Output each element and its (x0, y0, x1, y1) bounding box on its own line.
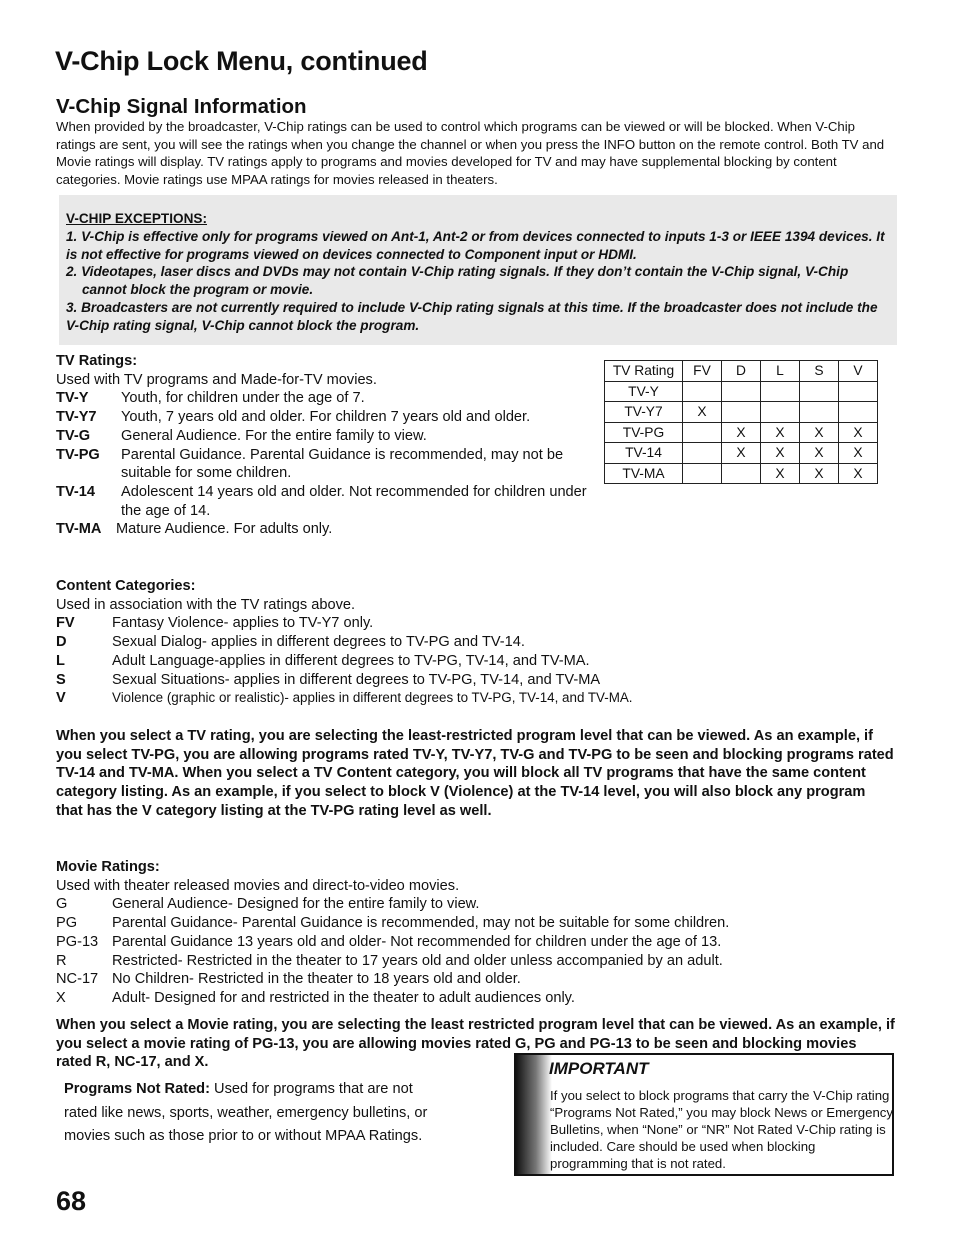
table-cell (800, 402, 839, 423)
category-row (56, 614, 896, 633)
movie-rating-row (56, 952, 896, 971)
table-cell: X (800, 422, 839, 443)
tv-rating-row (56, 427, 601, 446)
category-desc: Sexual Situations- applies in different degrees to TV-PG, TV-14, and TV-MA (112, 671, 601, 688)
intro-paragraph: When provided by the broadcaster, V-Chip ratings can be used to control which programs can be viewed or will be blocked. When V-Chip ratings are sent, you will see the ratings when you change the channel or when you press the INFO button on the remote control. Both TV and Movie ratings will display. TV ratings apply to programs and movies developed for TV and may have supplemental blocking by content categories. Movie ratings use MPAA ratings for movies released in theaters. (56, 119, 885, 187)
tv-rating-note: When you select a TV rating, you are selecting the least-restricted program level that can be viewed. As an example, if you select TV-PG, you are allowing programs rated TV-Y, TV-Y7, TV-G and TV-PG to be seen and blocking programs rated TV-14 and TV-MA. When you select a TV Content category, you will block all TV programs that have the same content category listing. As an example, if you select to block V (Violence) at the TV-14 level, you will also block any program that has the V category listing at the TV-PG rating level as well. (56, 728, 894, 819)
table-cell: X (722, 443, 761, 464)
not-rated-label: Programs Not Rated: (64, 1081, 210, 1097)
content-categories-intro: Used in association with the TV ratings above. (56, 596, 356, 613)
tv-ratings-heading: TV Ratings: (56, 353, 138, 369)
table-cell: TV-Y (605, 381, 683, 402)
movie-rating-row (56, 933, 896, 952)
rating-desc: Parental Guidance- Parental Guidance is recommended, may not be suitable for some children. (112, 915, 730, 932)
table-header-cell: V (839, 361, 878, 382)
rating-code: X (56, 989, 66, 1006)
table-cell: X (800, 443, 839, 464)
category-desc: Adult Language-applies in different degrees to TV-PG, TV-14, and TV-MA. (112, 652, 590, 669)
table-cell: TV-MA (605, 463, 683, 484)
category-desc: Sexual Dialog- applies in different degrees to TV-PG and TV-14. (112, 634, 525, 651)
not-rated-text: Used for programs that are not rated like news, sports, weather, emergency bulletins, or movies such as those prior to or without MPAA Ratings. (64, 1081, 428, 1144)
rating-code: TV-G (56, 427, 91, 444)
exception-item: 2. Videotapes, laser discs and DVDs may not contain V-Chip rating signals. If they don’t contain the V-Chip signal, V-Chip cannot block the program or movie. (66, 264, 849, 298)
exception-item: 3. Broadcasters are not currently required to include V-Chip rating signals at this time. If the broadcaster does not include the V-Chip rating signal, V-Chip cannot block the program. (66, 299, 878, 333)
table-cell: TV-14 (605, 443, 683, 464)
important-body: If you select to block programs that carry the V-Chip rating “Programs Not Rated,” you may block News or Emergency Bulletins, when “None” or “NR” Not Rated V-Chip rating is included. Care should be used when blocking programming that is not rated. (550, 1088, 893, 1171)
rating-code: TV-PG (56, 446, 100, 463)
table-cell (722, 381, 761, 402)
table-cell (722, 463, 761, 484)
table-header-cell: S (800, 361, 839, 382)
rating-desc: General Audience. For the entire family to view. (121, 427, 427, 444)
table-cell (761, 402, 800, 423)
movie-ratings-heading: Movie Ratings: (56, 859, 160, 875)
table-cell: TV-PG (605, 422, 683, 443)
rating-code: TV-Y7 (56, 409, 97, 426)
table-cell: TV-Y7 (605, 402, 683, 423)
movie-rating-row (56, 914, 896, 933)
rating-desc: General Audience- Designed for the entire family to view. (112, 896, 480, 913)
rating-desc: Adult- Designed for and restricted in the theater to adult audiences only. (112, 989, 575, 1006)
movie-ratings-section (56, 858, 896, 1008)
movie-rating-row (56, 970, 896, 989)
table-row (605, 463, 878, 484)
table-cell (683, 443, 722, 464)
table-cell: X (761, 422, 800, 443)
important-box (514, 1053, 894, 1176)
table-cell: X (800, 463, 839, 484)
table-row (605, 381, 878, 402)
movie-rating-row (56, 895, 896, 914)
rating-code: R (56, 952, 67, 969)
table-cell (761, 381, 800, 402)
table-cell (683, 463, 722, 484)
tv-rating-row (56, 408, 601, 427)
rating-code: PG (56, 915, 78, 932)
rating-desc: Parental Guidance. Parental Guidance is recommended, may not be suitable for some children. (121, 446, 564, 482)
rating-code: PG-13 (56, 933, 99, 950)
movie-ratings-intro: Used with theater released movies and direct-to-video movies. (56, 877, 460, 894)
category-code: FV (56, 615, 75, 632)
category-code: L (56, 652, 65, 669)
rating-code: TV-Y (56, 390, 89, 407)
table-header-row (605, 361, 878, 382)
table-cell: X (683, 402, 722, 423)
movie-rating-note: When you select a Movie rating, you are selecting the least restricted program level that can be viewed. As an example, if you select a movie rating of PG-13, you are allowing movies rated G, PG and PG-13 to be seen and blocking movies rated R, NC-17, and X. (56, 1017, 895, 1071)
category-desc: Fantasy Violence- applies to TV-Y7 only. (112, 615, 374, 632)
table-cell: X (722, 422, 761, 443)
category-code: V (56, 690, 66, 707)
rating-desc: Adolescent 14 years old and older. Not recommended for children under the age of 14. (121, 483, 587, 519)
rating-desc: Mature Audience. For adults only. (116, 521, 333, 538)
exceptions-heading: V-CHIP EXCEPTIONS: (66, 211, 208, 226)
tv-rating-row (56, 483, 601, 520)
page-number: 68 (56, 1186, 87, 1216)
table-header-cell: TV Rating (605, 361, 683, 382)
rating-code: TV-MA (56, 521, 102, 538)
table-header-cell: L (761, 361, 800, 382)
important-title: IMPORTANT (549, 1059, 649, 1078)
content-categories-section (56, 577, 896, 708)
table-cell (839, 381, 878, 402)
table-row (605, 422, 878, 443)
category-row (56, 671, 896, 690)
rating-code: TV-14 (56, 483, 95, 500)
table-row (605, 402, 878, 423)
rating-desc: Restricted- Restricted in the theater to 17 years old and older unless accompanied by an adult. (112, 952, 723, 969)
category-row (56, 652, 896, 671)
table-header-cell: D (722, 361, 761, 382)
movie-rating-row (56, 989, 896, 1008)
category-row (56, 633, 896, 652)
table-cell: X (839, 422, 878, 443)
table-cell (839, 402, 878, 423)
table-header-cell: FV (683, 361, 722, 382)
rating-desc: Parental Guidance 13 years old and older- Not recommended for children under the age of 13. (112, 933, 722, 950)
rating-code: G (56, 896, 68, 913)
table-cell (683, 422, 722, 443)
tv-rating-row (56, 520, 601, 539)
exceptions-box (59, 195, 897, 345)
tv-ratings-section (56, 352, 601, 539)
section-title: V-Chip Signal Information (56, 95, 307, 118)
rating-code: NC-17 (56, 971, 99, 988)
tv-content-table (604, 360, 878, 484)
table-row (605, 443, 878, 464)
category-code: S (56, 671, 66, 688)
rating-desc: Youth, 7 years old and older. For children 7 years old and older. (121, 409, 531, 426)
category-code: D (56, 634, 67, 651)
table-cell: X (839, 463, 878, 484)
programs-not-rated (64, 1078, 444, 1149)
table-cell: X (761, 443, 800, 464)
rating-desc: Youth, for children under the age of 7. (121, 390, 365, 407)
page-title: V-Chip Lock Menu, continued (55, 46, 428, 76)
content-categories-heading: Content Categories: (56, 578, 196, 594)
category-row (56, 689, 896, 708)
table-cell (800, 381, 839, 402)
tv-rating-row (56, 446, 601, 483)
table-cell: X (839, 443, 878, 464)
tv-ratings-intro: Used with TV programs and Made-for-TV movies. (56, 371, 377, 388)
exception-item: 1. V-Chip is effective only for programs viewed on Ant-1, Ant-2 or from devices connected to inputs 1-3 or IEEE 1394 devices. It is not effective for programs viewed on devices connected to Component input or HDMI. (66, 228, 885, 262)
rating-desc: No Children- Restricted in the theater to 18 years old and older. (112, 971, 521, 988)
table-cell (683, 381, 722, 402)
table-cell: X (761, 463, 800, 484)
tv-rating-row (56, 389, 601, 408)
category-desc: Violence (graphic or realistic)- applies in different degrees to TV-PG, TV-14, and TV-MA. (112, 690, 633, 706)
table-cell (722, 402, 761, 423)
